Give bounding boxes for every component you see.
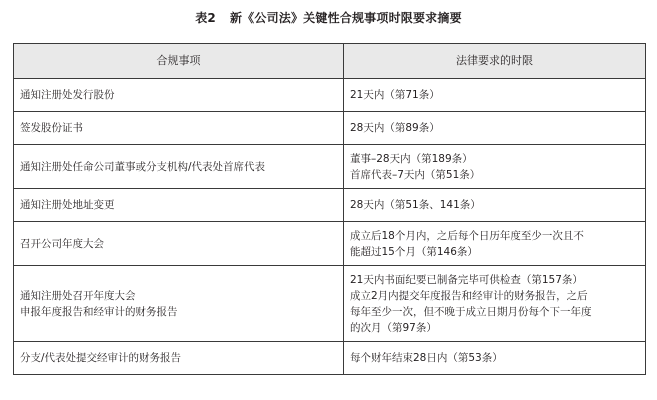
deadline-text: 21天内（第71条） xyxy=(350,89,440,101)
compliance-item-cell xyxy=(14,266,344,342)
header-row xyxy=(14,44,646,79)
deadline-text: 28天内（第89条） xyxy=(350,122,440,134)
compliance-table xyxy=(13,43,646,375)
compliance-item-text: 通知注册处任命公司董事或分支机构/代表处首席代表 xyxy=(20,160,266,173)
compliance-item-cell xyxy=(14,189,344,222)
deadline-text: 成立2月内提交年度报告和经审计的财务报告，之后 xyxy=(350,289,588,302)
deadline-cell xyxy=(344,145,646,189)
compliance-item-cell xyxy=(14,112,344,145)
deadline-text: 28天内（第51条、141条） xyxy=(350,199,481,211)
deadline-cell xyxy=(344,342,646,375)
table-row xyxy=(14,189,646,222)
deadline-text: 21天内书面纪要已制备完毕可供检查（第157条） xyxy=(350,273,583,286)
compliance-item-cell xyxy=(14,145,344,189)
deadline-text: 董事–28天内（第189条） xyxy=(350,152,473,165)
deadline-text: 每年至少一次，但不晚于成立日期月份每个下一年度 xyxy=(350,305,592,318)
table-row xyxy=(14,266,646,342)
table-title: 新《公司法》关键性合规事项时限要求摘要 xyxy=(229,11,462,25)
deadline-text: 成立后18个月内，之后每个日历年度至少一次且不 xyxy=(350,229,584,242)
compliance-item-cell xyxy=(14,79,344,112)
compliance-item-text: 通知注册处发行股份 xyxy=(20,89,115,101)
compliance-item-text: 通知注册处召开年度大会 xyxy=(20,289,136,302)
deadline-cell xyxy=(344,222,646,266)
header-compliance-item: 合规事项 xyxy=(14,44,344,79)
deadline-cell xyxy=(344,79,646,112)
compliance-item-text: 召开公司年度大会 xyxy=(20,237,104,250)
table-number: 表2 xyxy=(195,11,216,25)
compliance-item-cell xyxy=(14,342,344,375)
deadline-cell xyxy=(344,112,646,145)
table-row xyxy=(14,145,646,189)
deadline-text: 的次月（第97条） xyxy=(350,321,437,334)
table-row xyxy=(14,222,646,266)
table-row xyxy=(14,342,646,375)
header-legal-deadline: 法律要求的时限 xyxy=(344,44,646,79)
compliance-item-cell xyxy=(14,222,344,266)
deadline-cell xyxy=(344,189,646,222)
compliance-item-text: 通知注册处地址变更 xyxy=(20,199,115,211)
table-row xyxy=(14,112,646,145)
compliance-item-text: 分支/代表处提交经审计的财务报告 xyxy=(20,352,182,364)
compliance-item-text: 签发股份证书 xyxy=(20,122,83,134)
deadline-text: 首席代表–7天内（第51条） xyxy=(350,168,481,181)
table-caption xyxy=(0,9,657,26)
deadline-cell xyxy=(344,266,646,342)
deadline-text: 每个财年结束28日内（第53条） xyxy=(350,352,503,364)
table-row xyxy=(14,79,646,112)
compliance-item-text: 申报年度报告和经审计的财务报告 xyxy=(20,305,178,318)
deadline-text: 能超过15个月（第146条） xyxy=(350,245,478,258)
